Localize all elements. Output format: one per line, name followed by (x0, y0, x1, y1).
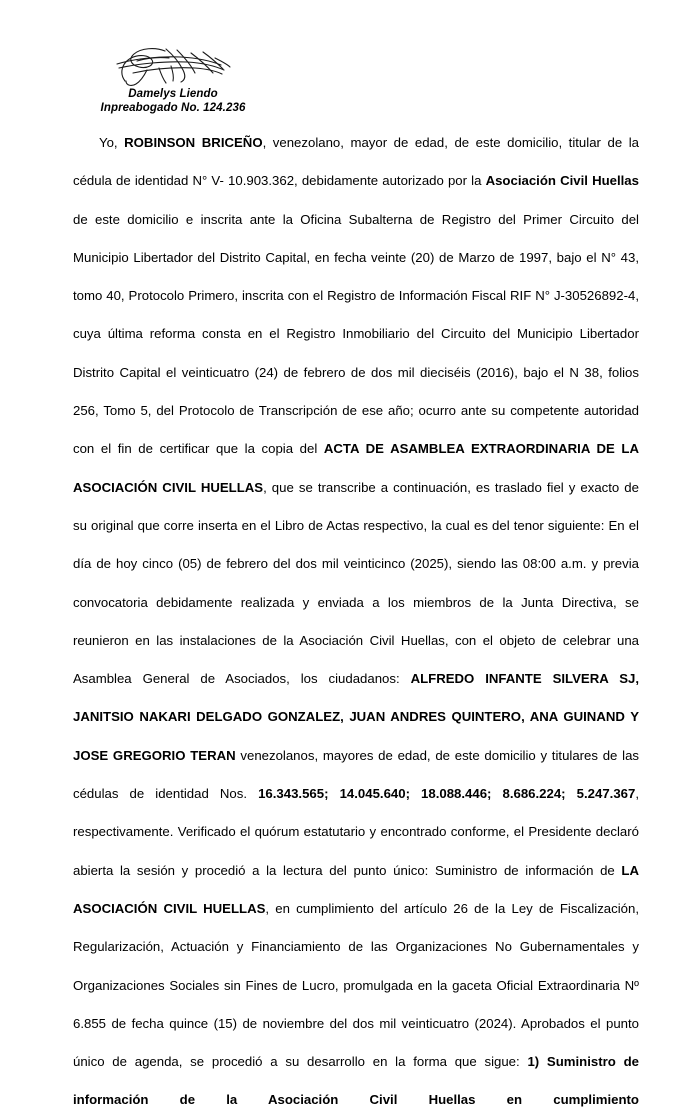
signer-registration: Inpreabogado No. 124.236 (100, 102, 246, 114)
body-run: , en cumplimiento del artículo 26 de la Ley de Fiscalización, Regularización, Actuación y Financiamiento de las Organizaciones No Gubernamentales y Organizaciones Sociales sin Fines de Lucro, promulgada en la gaceta Oficial Extraordinaria Nº 6.855 de fecha quince (15) de noviembre del dos mil veinticuatro (2024). Aprobados el punto único de agenda, se procedió a su desarrollo en la forma que sigue: (73, 900, 639, 1070)
signer-name: Damelys Liendo (128, 88, 218, 100)
body-emphasis: ALFREDO INFANTE SILVERA SJ, JANITSIO NAKARI DELGADO GONZALEZ, JUAN ANDRES QUINTERO, ANA GUINAND Y JOSE GREGORIO TERAN (73, 671, 639, 763)
body-emphasis: ROBINSON BRICEÑO (124, 135, 263, 150)
body-run: , venezolano, mayor de edad, de este domicilio, titular de la cédula de identidad N° V- 10.903.362, debidamente autorizado por la (73, 135, 639, 189)
body-emphasis: ACTA DE ASAMBLEA EXTRAORDINARIA DE LA ASOCIACIÓN CIVIL HUELLAS (73, 441, 640, 495)
body-emphasis: Asociación Civil Huellas (485, 173, 639, 189)
body-run: , respectivamente. Verificado el quórum estatutario y encontrado conforme, el Presidente declaró abierta la sesión y procedió a la lectura del punto único: Suministro de información de (73, 786, 639, 878)
body-run: de este domicilio e inscrita ante la Oficina Subalterna de Registro del Primer Circuito del Municipio Libertador del Distrito Capital, en fecha veinte (20) de Marzo de 1997, bajo el N° 43, tomo 40, Protocolo Primero, inscrita con el Registro de Información Fiscal RIF N° J-30526892-4, cuya última reforma consta en el Registro Inmobiliario del Circuito del Municipio Libertador Distrito Capital el veinticuatro (24) de febrero de dos mil dieciséis (2016), bajo el N 38, folios 256, Tomo 5, del Protocolo de Transcripción de ese año; ocurro ante su competente autoridad con el fin de certificar que la copia del (73, 211, 639, 457)
body-run: Yo, (99, 135, 125, 150)
handwritten-signature-icon (103, 40, 243, 88)
body-run: , que se transcribe a continuación, es traslado fiel y exacto de su original que corre inserta en el Libro de Actas respectivo, la cual es del tenor siguiente: En el día de hoy cinco (05) de febrero del dos mil veinticinco (2025), siendo las 08:00 a.m. y previa convocatoria debidamente realizada y enviada a los miembros de la Junta Directiva, se reunieron en las instalaciones de la Asociación Civil Huellas, con el objeto de celebrar una Asamblea General de Asociados, los ciudadanos: (73, 479, 639, 687)
body-emphasis: 16.343.565; 14.045.640; 18.088.446; 8.686.224; 5.247.367 (258, 786, 636, 802)
body-paragraph (73, 124, 639, 1120)
body-run: venezolanos, mayores de edad, de este domicilio y titulares de las cédulas de identidad Nos. (73, 747, 640, 802)
body-emphasis: 1) Suministro de información de la Asociación Civil Huellas en cumplimiento (73, 1054, 639, 1108)
signature-block (73, 40, 273, 115)
document-body (73, 124, 639, 1120)
body-emphasis: LA ASOCIACIÓN CIVIL HUELLAS (73, 862, 639, 916)
